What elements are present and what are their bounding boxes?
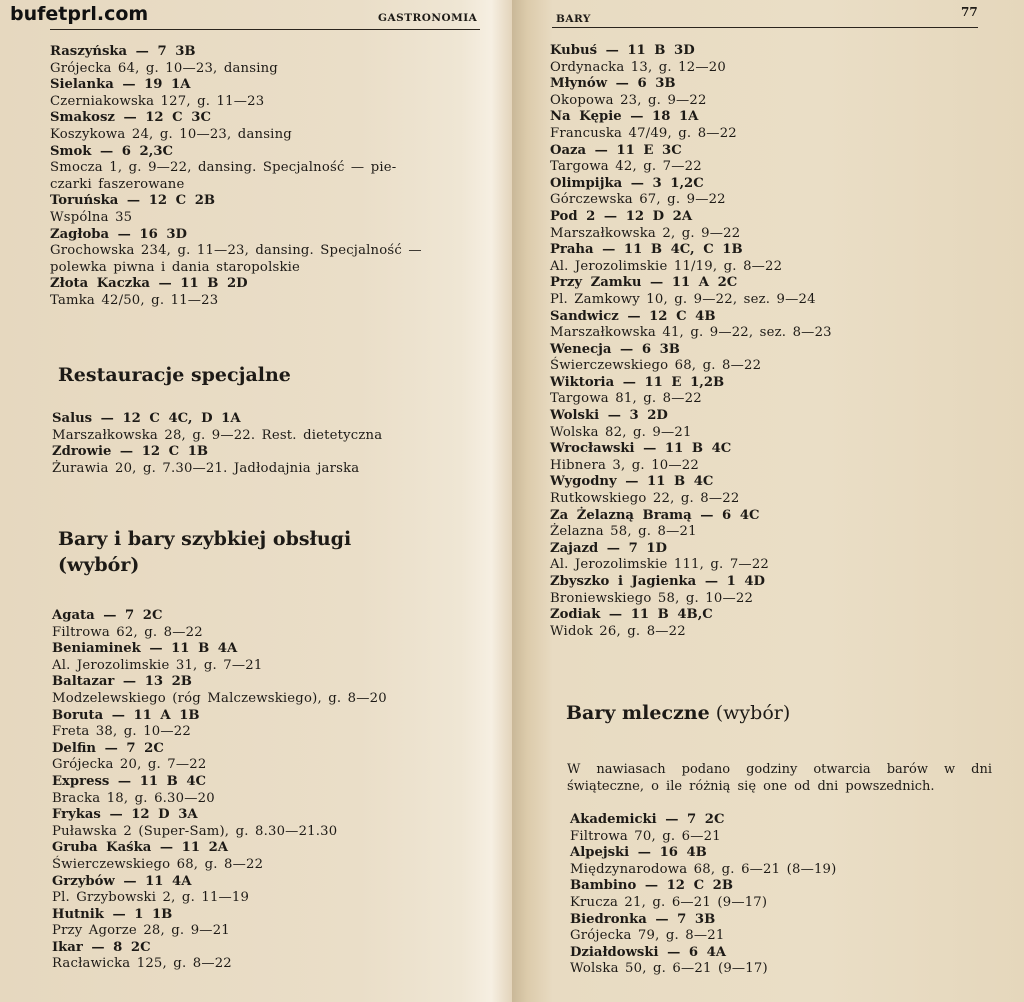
section-title-milk-light: (wybór) xyxy=(709,702,791,724)
entry-name: Młynów — 6 3B xyxy=(550,76,676,92)
entry-name: Na Kępie — 18 1A xyxy=(550,109,699,125)
entry-name: Wolski — 3 2D xyxy=(550,408,668,424)
entry-address: Al. Jerozolimskie 111, g. 7—22 xyxy=(550,557,769,573)
entry-address: Rutkowskiego 22, g. 8—22 xyxy=(550,491,740,507)
entry-name: Praha — 11 B 4C, C 1B xyxy=(550,242,743,258)
entry-address: Grójecka 64, g. 10—23, dansing xyxy=(50,60,278,76)
entry-name: Wenecja — 6 3B xyxy=(550,341,680,357)
entry-address: Grójecka 20, g. 7—22 xyxy=(52,757,207,773)
entry-name: Raszyńska — 7 3B xyxy=(50,44,196,59)
entry-name: Hutnik — 1 1B xyxy=(52,906,173,922)
section-title-bars xyxy=(58,526,351,578)
entry-address: Grójecka 79, g. 8—21 xyxy=(570,928,725,944)
entry-name: Sielanka — 19 1A xyxy=(50,77,191,93)
section-title-milk-bars xyxy=(566,700,790,726)
section-title-bars-line2: (wybór) xyxy=(58,554,140,576)
entry-name: Gruba Kaśka — 11 2A xyxy=(52,840,228,856)
entry-address: Filtrowa 62, g. 8—22 xyxy=(52,624,203,640)
entry-address: Broniewskiego 58, g. 10—22 xyxy=(550,590,754,606)
entry-address: Pl. Zamkowy 10, g. 9—22, sez. 9—24 xyxy=(550,291,816,307)
entry-name: Olimpijka — 3 1,2C xyxy=(550,175,704,191)
entry-address: Żelazna 58, g. 8—21 xyxy=(550,524,697,540)
entry-name: Zodiak — 11 B 4B,C xyxy=(550,607,713,623)
entry-address: Czerniakowska 127, g. 11—23 xyxy=(50,93,265,109)
milk-bars-list xyxy=(570,812,836,978)
entry-name: Alpejski — 16 4B xyxy=(570,845,707,861)
entry-name: Przy Zamku — 11 A 2C xyxy=(550,275,738,291)
entry-address-cont: czarki faszerowane xyxy=(50,176,185,192)
entry-address: Filtrowa 70, g. 6—21 xyxy=(570,828,721,844)
entry-name: Akademicki — 7 2C xyxy=(570,812,725,827)
running-head-left: GASTRONOMIA xyxy=(378,12,478,24)
entry-address: Francuska 47/49, g. 8—22 xyxy=(550,125,737,141)
entry-address: Puławska 2 (Super-Sam), g. 8.30—21.30 xyxy=(52,823,338,839)
special-list xyxy=(52,411,382,477)
entry-name: Bambino — 12 C 2B xyxy=(570,878,733,894)
entry-name: Delfin — 7 2C xyxy=(52,740,164,756)
bars-list-right xyxy=(550,43,832,640)
entry-address: Przy Agorze 28, g. 9—21 xyxy=(52,923,230,939)
entry-address: Żurawia 20, g. 7.30—21. Jadłodajnia jarska xyxy=(52,460,360,476)
entry-address: Krucza 21, g. 6—21 (9—17) xyxy=(570,894,768,910)
entry-address: Okopowa 23, g. 9—22 xyxy=(550,92,707,108)
section-title-bars-line1: Bary i bary szybkiej obsługi xyxy=(58,528,352,550)
entry-address: Wolska 50, g. 6—21 (9—17) xyxy=(570,961,768,977)
entry-address: Targowa 42, g. 7—22 xyxy=(550,159,702,175)
entry-name: Salus — 12 C 4C, D 1A xyxy=(52,411,241,426)
entry-address: Marszałkowska 28, g. 9—22. Rest. dietetyczna xyxy=(52,427,383,443)
entry-address: Grochowska 234, g. 11—23, dansing. Specjalność — xyxy=(50,243,422,259)
entry-address: Marszałkowska 2, g. 9—22 xyxy=(550,225,741,241)
header-rule xyxy=(552,27,978,28)
entry-name: Ikar — 8 2C xyxy=(52,939,151,955)
entry-name: Działdowski — 6 4A xyxy=(570,944,727,960)
entry-name: Boruta — 11 A 1B xyxy=(52,707,200,723)
watermark: bufetprl.com xyxy=(10,3,149,25)
entry-address: Koszykowa 24, g. 10—23, dansing xyxy=(50,126,292,142)
entry-name: Toruńska — 12 C 2B xyxy=(50,193,216,209)
entry-name: Zajazd — 7 1D xyxy=(550,540,667,556)
section-title-milk-bold: Bary mleczne xyxy=(566,702,710,724)
entry-name: Wiktoria — 11 E 1,2B xyxy=(550,374,725,390)
entry-name: Zbyszko i Jagienka — 1 4D xyxy=(550,574,765,589)
entry-name: Sandwicz — 12 C 4B xyxy=(550,308,716,324)
entry-name: Pod 2 — 12 D 2A xyxy=(550,208,693,224)
entry-address: Targowa 81, g. 8—22 xyxy=(550,391,702,407)
entry-address: Freta 38, g. 10—22 xyxy=(52,724,191,740)
entry-address: Widok 26, g. 8—22 xyxy=(550,623,686,639)
entry-name: Smok — 6 2,3C xyxy=(50,143,173,159)
entry-address: Wspólna 35 xyxy=(50,209,133,225)
entry-address: Bracka 18, g. 6.30—20 xyxy=(52,790,215,806)
entry-name: Agata — 7 2C xyxy=(52,608,163,623)
entry-name: Wrocławski — 11 B 4C xyxy=(550,441,732,457)
entry-name: Zagłoba — 16 3D xyxy=(50,226,187,242)
entry-name: Frykas — 12 D 3A xyxy=(52,807,198,823)
entry-name: Za Żelazną Bramą — 6 4C xyxy=(550,507,760,523)
entry-address: Hibnera 3, g. 10—22 xyxy=(550,457,699,473)
entry-name: Wygodny — 11 B 4C xyxy=(550,474,714,490)
entry-address: Świerczewskiego 68, g. 8—22 xyxy=(52,856,264,872)
milk-bars-note: W nawiasach podano godziny otwarcia barów w dni świąteczne, o ile różnią się one od dni powszednich. xyxy=(567,762,992,794)
entry-address: Smocza 1, g. 9—22, dansing. Specjalność — pie- xyxy=(50,160,397,176)
entries-top-list xyxy=(50,44,422,310)
entry-name: Beniaminek — 11 B 4A xyxy=(52,641,238,657)
entry-name: Express — 11 B 4C xyxy=(52,773,207,789)
header-rule xyxy=(50,29,480,30)
entry-address-cont: polewka piwna i dania staropolskie xyxy=(50,259,301,275)
entry-name: Kubuś — 11 B 3D xyxy=(550,43,695,58)
entry-address: Świerczewskiego 68, g. 8—22 xyxy=(550,358,762,374)
entry-name: Smakosz — 12 C 3C xyxy=(50,110,211,126)
entry-address: Ordynacka 13, g. 12—20 xyxy=(550,59,726,75)
entry-address: Tamka 42/50, g. 11—23 xyxy=(50,292,219,308)
entry-name: Złota Kaczka — 11 B 2D xyxy=(50,276,248,292)
entry-name: Baltazar — 13 2B xyxy=(52,674,192,690)
entry-address: Międzynarodowa 68, g. 6—21 (8—19) xyxy=(570,861,837,877)
page-number: 77 xyxy=(961,5,978,19)
entry-address: Pl. Grzybowski 2, g. 11—19 xyxy=(52,890,250,906)
entry-address: Górczewska 67, g. 9—22 xyxy=(550,192,726,208)
bars-list-left xyxy=(52,608,387,973)
right-page xyxy=(512,0,1024,1002)
entry-address: Wolska 82, g. 9—21 xyxy=(550,424,692,440)
section-title-special: Restauracje specjalne xyxy=(58,364,291,386)
running-head-right: BARY xyxy=(556,13,591,25)
entry-address: Al. Jerozolimskie 11/19, g. 8—22 xyxy=(550,258,783,274)
entry-address: Marszałkowska 41, g. 9—22, sez. 8—23 xyxy=(550,325,832,341)
entry-name: Oaza — 11 E 3C xyxy=(550,142,682,158)
entry-address: Al. Jerozolimskie 31, g. 7—21 xyxy=(52,657,263,673)
entry-name: Grzybów — 11 4A xyxy=(52,873,192,889)
entry-name: Biedronka — 7 3B xyxy=(570,911,716,927)
entry-address: Racławicka 125, g. 8—22 xyxy=(52,956,232,972)
entry-name: Zdrowie — 12 C 1B xyxy=(52,444,209,460)
entry-address: Modzelewskiego (róg Malczewskiego), g. 8—20 xyxy=(52,690,387,706)
